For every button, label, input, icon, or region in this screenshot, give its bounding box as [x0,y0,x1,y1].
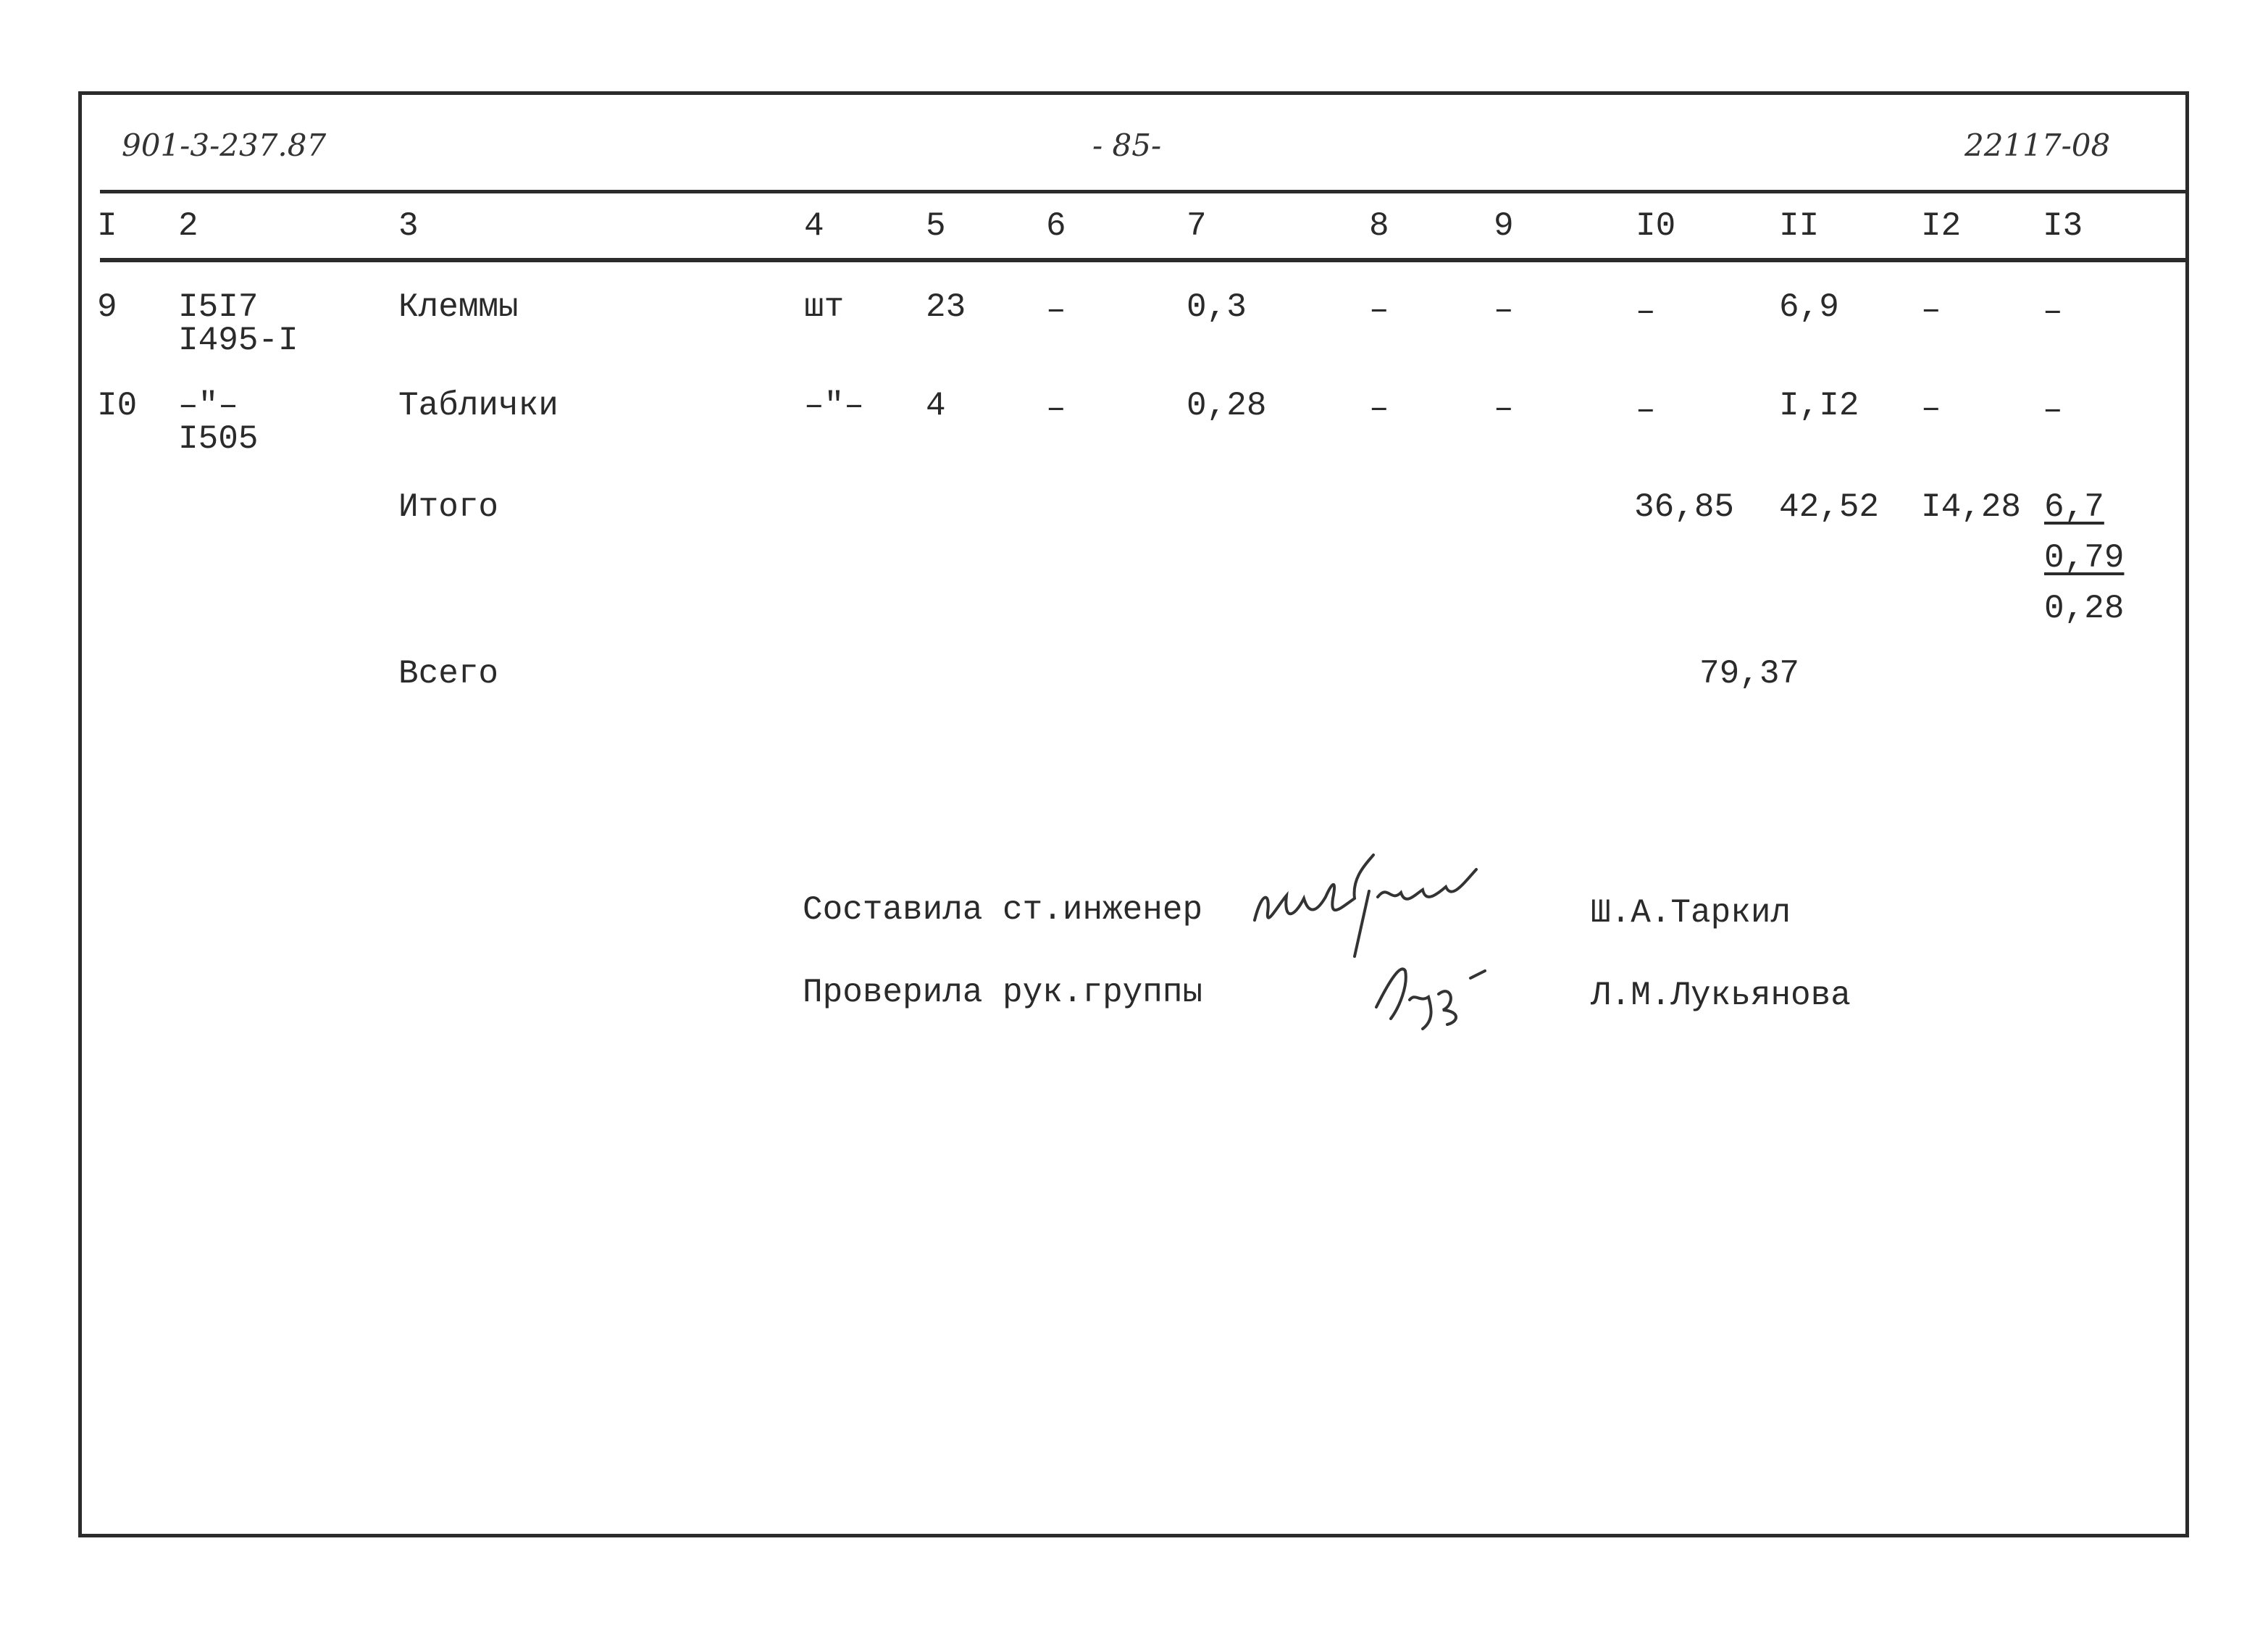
column-header-6: 6 [1046,207,1066,245]
unit: –"– [804,387,864,425]
cell-8: – [1369,390,1389,427]
cell-11: I,I2 [1779,387,1859,425]
cell-6: – [1046,291,1066,329]
column-header-13: I3 [2043,207,2083,245]
column-header-12: I2 [1921,207,1962,245]
total-cell-11: 42,52 [1779,488,1880,526]
cell-10: – [1636,391,1656,429]
total-cell-13-line1: 6,7 [2044,488,2104,526]
document-frame [78,91,2189,1537]
checked-by-role: Проверила рук.группы [803,974,1203,1011]
code-secondary: I495-I [178,322,298,359]
checked-by-name: Л.М.Лукьянова [1591,977,1851,1014]
code-primary: I5I7 [178,288,259,326]
column-header-3: 3 [398,207,419,245]
cell-7: 0,3 [1187,288,1247,326]
column-header-4: 4 [804,207,824,245]
row-number: I0 [97,387,138,425]
compiled-by-name: Ш.А.Таркил [1591,894,1791,932]
inventory-code: 22117-08 [1964,128,2111,163]
column-header-11: II [1779,207,1820,245]
column-header-5: 5 [926,207,946,245]
quantity: 4 [926,387,946,425]
total-cell-10: 36,85 [1634,488,1735,526]
unit: шт [804,288,845,326]
cell-6: – [1046,390,1066,427]
row-number: 9 [97,288,117,326]
signature-checker-image [1362,949,1521,1036]
cell-7: 0,28 [1187,387,1267,425]
header-rule-bottom [100,258,2188,262]
total-cell-12: I4,28 [1921,488,2022,526]
cell-9: – [1494,291,1514,329]
cell-8: – [1369,291,1389,329]
total-cell-13-line3: 0,28 [2044,590,2125,627]
page-number: - 85- [1092,128,1162,163]
cell-12: – [1921,291,1941,329]
grand-total-label: Всего [398,655,499,693]
header-rule-top [100,190,2188,193]
total-label: Итого [398,488,499,526]
code-primary: –"– [178,387,238,425]
column-header-8: 8 [1369,207,1389,245]
cell-10: – [1636,293,1656,330]
total-cell-13-line2: 0,79 [2044,539,2125,577]
cell-13: – [2043,391,2063,429]
cell-11: 6,9 [1779,288,1839,326]
code-secondary: I505 [178,420,259,458]
quantity: 23 [926,288,966,326]
doc-code: 901-3-237.87 [122,128,327,163]
grand-total-value: 79,37 [1699,655,1800,693]
column-header-10: I0 [1636,207,1676,245]
column-header-9: 9 [1494,207,1514,245]
column-header-7: 7 [1187,207,1207,245]
column-header-1: I [97,207,117,245]
cell-12: – [1921,390,1941,427]
column-header-2: 2 [178,207,198,245]
cell-9: – [1494,390,1514,427]
compiled-by-role: Составила ст.инженер [803,891,1203,929]
cell-13: – [2043,293,2063,330]
item-name: Клеммы [398,288,519,326]
item-name: Таблички [398,387,558,425]
